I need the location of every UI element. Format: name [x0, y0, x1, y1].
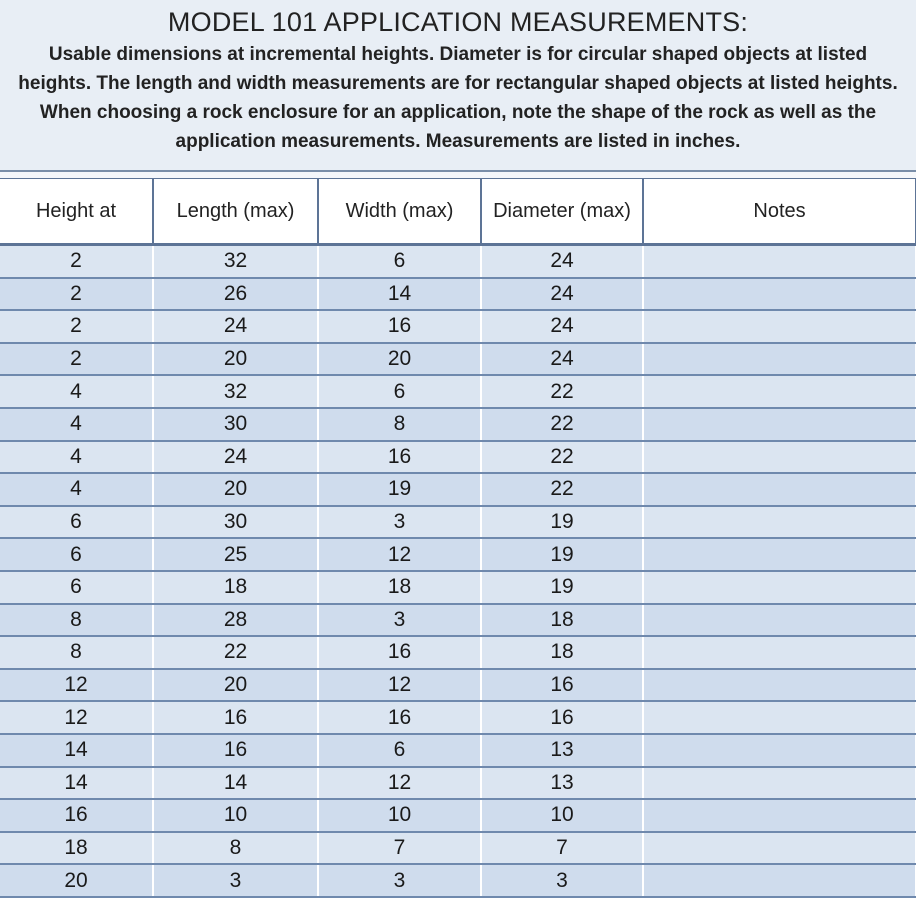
cell-length: 16	[153, 734, 318, 767]
table-row	[0, 669, 916, 702]
cell-diameter: 19	[481, 538, 643, 571]
table-row	[0, 636, 916, 669]
cell-diameter: 22	[481, 408, 643, 441]
cell-diameter: 24	[481, 310, 643, 343]
table-row	[0, 571, 916, 604]
document-description: Usable dimensions at incremental heights. Diameter is for circular shaped objects at listed heights. The length and width measurements are for rectangular shaped objects at listed heights. When choosing a rock enclosure for an application, note the shape of the rock as well as the application measurements. Measurements are listed in inches.	[18, 44, 898, 152]
column-header-length: Length (max)	[153, 179, 318, 245]
measurements-table	[0, 178, 916, 898]
table-row	[0, 506, 916, 539]
cell-length: 24	[153, 441, 318, 474]
cell-diameter: 24	[481, 245, 643, 278]
cell-width: 7	[318, 832, 481, 865]
cell-height: 2	[0, 245, 153, 278]
cell-notes	[643, 669, 916, 702]
column-header-width: Width (max)	[318, 179, 481, 245]
cell-width: 8	[318, 408, 481, 441]
cell-diameter: 10	[481, 799, 643, 832]
cell-width: 20	[318, 343, 481, 376]
table-row	[0, 604, 916, 637]
cell-width: 16	[318, 441, 481, 474]
cell-diameter: 18	[481, 636, 643, 669]
cell-diameter: 22	[481, 375, 643, 408]
cell-height: 4	[0, 473, 153, 506]
column-header-diameter: Diameter (max)	[481, 179, 643, 245]
cell-height: 16	[0, 799, 153, 832]
cell-width: 12	[318, 669, 481, 702]
cell-width: 19	[318, 473, 481, 506]
cell-height: 20	[0, 864, 153, 897]
cell-notes	[643, 701, 916, 734]
cell-notes	[643, 799, 916, 832]
cell-height: 6	[0, 506, 153, 539]
cell-height: 2	[0, 310, 153, 343]
cell-diameter: 18	[481, 604, 643, 637]
table-row	[0, 375, 916, 408]
table-row	[0, 473, 916, 506]
table-row	[0, 408, 916, 441]
cell-length: 8	[153, 832, 318, 865]
cell-width: 3	[318, 506, 481, 539]
cell-diameter: 16	[481, 701, 643, 734]
column-header-height: Height at	[0, 179, 153, 245]
cell-diameter: 16	[481, 669, 643, 702]
measurements-table-container	[0, 178, 916, 898]
cell-length: 32	[153, 375, 318, 408]
cell-height: 4	[0, 375, 153, 408]
cell-length: 20	[153, 669, 318, 702]
cell-width: 18	[318, 571, 481, 604]
cell-notes	[643, 571, 916, 604]
cell-height: 6	[0, 538, 153, 571]
cell-width: 10	[318, 799, 481, 832]
cell-diameter: 7	[481, 832, 643, 865]
cell-length: 20	[153, 343, 318, 376]
cell-width: 12	[318, 767, 481, 800]
cell-length: 30	[153, 506, 318, 539]
cell-width: 14	[318, 278, 481, 311]
table-header-row	[0, 179, 916, 245]
table-row	[0, 343, 916, 376]
cell-width: 16	[318, 701, 481, 734]
cell-notes	[643, 636, 916, 669]
cell-width: 16	[318, 636, 481, 669]
table-row	[0, 832, 916, 865]
cell-width: 6	[318, 245, 481, 278]
table-header	[0, 179, 916, 245]
cell-height: 6	[0, 571, 153, 604]
cell-length: 14	[153, 767, 318, 800]
cell-notes	[643, 538, 916, 571]
cell-length: 18	[153, 571, 318, 604]
table-body	[0, 245, 916, 897]
table-row	[0, 799, 916, 832]
cell-length: 30	[153, 408, 318, 441]
cell-diameter: 19	[481, 571, 643, 604]
document-header	[0, 0, 916, 172]
cell-height: 12	[0, 669, 153, 702]
cell-length: 26	[153, 278, 318, 311]
table-row	[0, 701, 916, 734]
cell-height: 4	[0, 441, 153, 474]
cell-length: 20	[153, 473, 318, 506]
table-row	[0, 538, 916, 571]
cell-diameter: 19	[481, 506, 643, 539]
cell-notes	[643, 506, 916, 539]
cell-length: 22	[153, 636, 318, 669]
cell-height: 14	[0, 767, 153, 800]
cell-notes	[643, 245, 916, 278]
cell-width: 3	[318, 864, 481, 897]
cell-diameter: 22	[481, 441, 643, 474]
table-row	[0, 278, 916, 311]
table-row	[0, 245, 916, 278]
cell-notes	[643, 408, 916, 441]
cell-length: 24	[153, 310, 318, 343]
cell-notes	[643, 375, 916, 408]
cell-length: 10	[153, 799, 318, 832]
cell-notes	[643, 767, 916, 800]
cell-height: 2	[0, 343, 153, 376]
table-row	[0, 310, 916, 343]
cell-diameter: 13	[481, 734, 643, 767]
column-header-notes: Notes	[643, 179, 916, 245]
cell-notes	[643, 473, 916, 506]
cell-notes	[643, 441, 916, 474]
cell-length: 25	[153, 538, 318, 571]
cell-width: 6	[318, 734, 481, 767]
cell-height: 18	[0, 832, 153, 865]
cell-width: 3	[318, 604, 481, 637]
cell-notes	[643, 832, 916, 865]
cell-length: 28	[153, 604, 318, 637]
cell-diameter: 13	[481, 767, 643, 800]
cell-height: 2	[0, 278, 153, 311]
cell-height: 14	[0, 734, 153, 767]
cell-width: 16	[318, 310, 481, 343]
table-row	[0, 734, 916, 767]
cell-diameter: 24	[481, 343, 643, 376]
cell-height: 4	[0, 408, 153, 441]
cell-diameter: 24	[481, 278, 643, 311]
cell-notes	[643, 310, 916, 343]
cell-notes	[643, 343, 916, 376]
document-title: MODEL 101 APPLICATION MEASUREMENTS:	[167, 7, 749, 37]
cell-width: 12	[318, 538, 481, 571]
cell-notes	[643, 604, 916, 637]
cell-height: 8	[0, 636, 153, 669]
cell-length: 3	[153, 864, 318, 897]
cell-height: 12	[0, 701, 153, 734]
table-row	[0, 441, 916, 474]
cell-diameter: 3	[481, 864, 643, 897]
cell-notes	[643, 278, 916, 311]
cell-notes	[643, 734, 916, 767]
cell-width: 6	[318, 375, 481, 408]
table-row	[0, 767, 916, 800]
cell-length: 16	[153, 701, 318, 734]
cell-length: 32	[153, 245, 318, 278]
cell-height: 8	[0, 604, 153, 637]
cell-diameter: 22	[481, 473, 643, 506]
